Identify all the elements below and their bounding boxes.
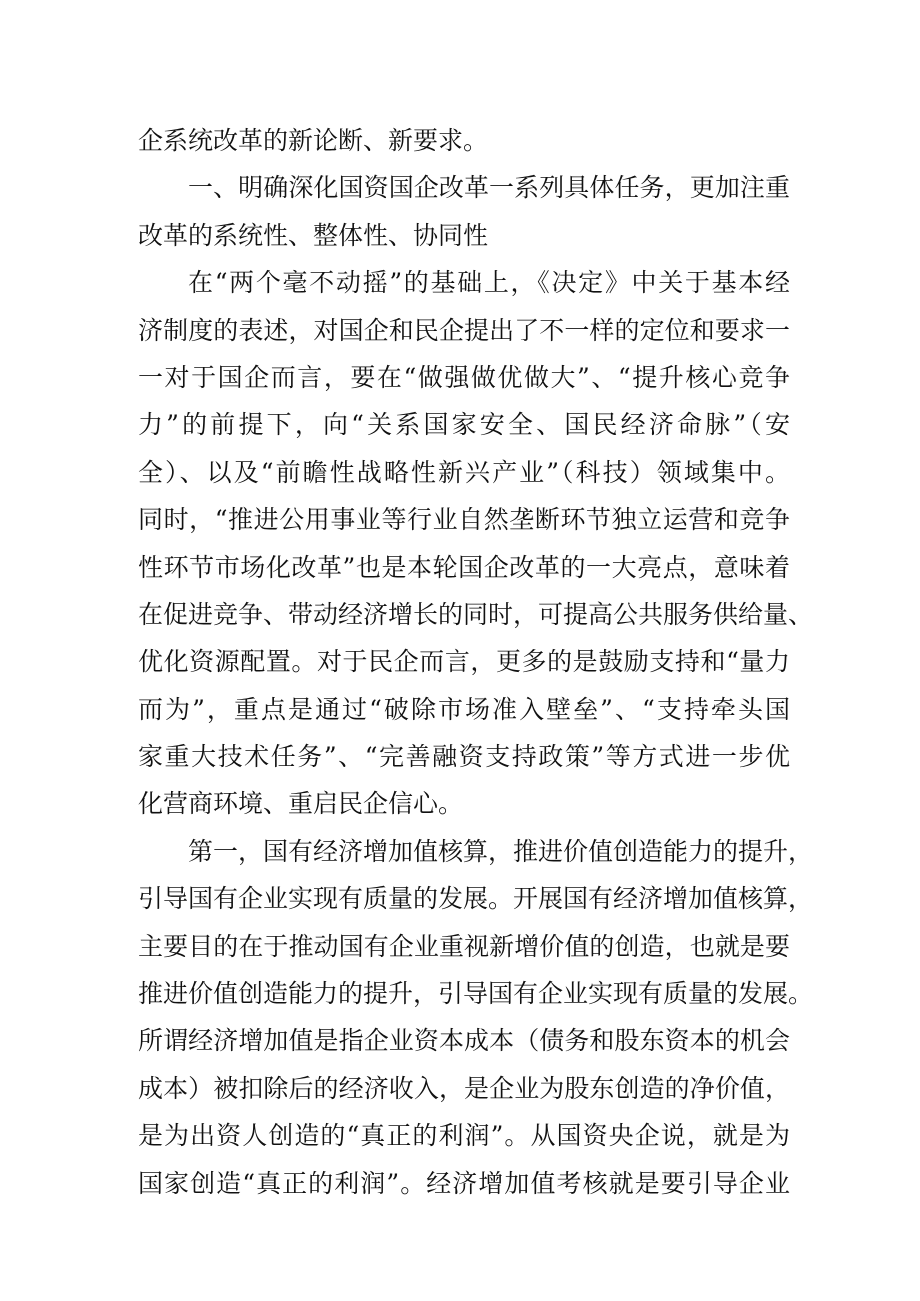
text-line: 在促进竞争、带动经济增长的同时，可提高公共服务供给量、 <box>138 599 814 629</box>
text-line: 是为出资人创造的“真正的利润”。从国资央企说，就是为 <box>138 1121 790 1151</box>
text-line: 家重大技术任务”、“完善融资支持政策”等方式进一步优 <box>138 742 790 772</box>
text-line: 一对于国企而言，要在“做强做优做大”、“提升核心竞争 <box>138 362 790 392</box>
document-body <box>138 117 814 1207</box>
text-line: 性环节市场化改革”也是本轮国企改革的一大亮点，意味着 <box>138 552 790 582</box>
text-line: 企系统改革的新论断、新要求。 <box>138 126 489 155</box>
text-line: 引导国有企业实现有质量的发展。开展国有经济增加值核算， <box>138 884 814 914</box>
text-line: 全）、以及“前瞻性战略性新兴产业”（科技）领域集中。 <box>138 457 790 487</box>
text-line: 同时，“推进公用事业等行业自然垄断环节独立运营和竞争 <box>138 505 790 535</box>
text-line: 而为”，重点是通过“破除市场准入壁垒”、“支持牵头国 <box>138 694 790 724</box>
section-heading-line: 改革的系统性、整体性、协同性 <box>138 220 489 250</box>
text-line: 第一，国有经济增加值核算，推进价值创造能力的提升， <box>188 836 814 866</box>
text-line: 力”的前提下，向“关系国家安全、国民经济命脉”（安 <box>138 410 790 440</box>
text-line: 在“两个毫不动摇”的基础上，《决定》中关于基本经 <box>188 268 790 298</box>
text-line: 国家创造“真正的利润”。经济增加值考核就是要引导企业 <box>138 1168 790 1198</box>
text-line: 济制度的表述，对国企和民企提出了不一样的定位和要求一 <box>138 315 790 345</box>
text-line: 所谓经济增加值是指企业资本成本（债务和股东资本的机会 <box>138 1026 790 1056</box>
text-line: 推进价值创造能力的提升，引导国有企业实现有质量的发展。 <box>138 979 814 1009</box>
text-line: 成本）被扣除后的经济收入，是企业为股东创造的净价值， <box>138 1073 790 1103</box>
text-line: 主要目的在于推动国有企业重视新增价值的创造，也就是要 <box>138 931 790 961</box>
text-line: 优化资源配置。对于民企而言，更多的是鼓励支持和“量力 <box>138 647 790 677</box>
text-line: 化营商环境、重启民企信心。 <box>138 789 464 819</box>
section-heading-line: 一、明确深化国资国企改革一系列具体任务，更加注重 <box>188 173 790 203</box>
